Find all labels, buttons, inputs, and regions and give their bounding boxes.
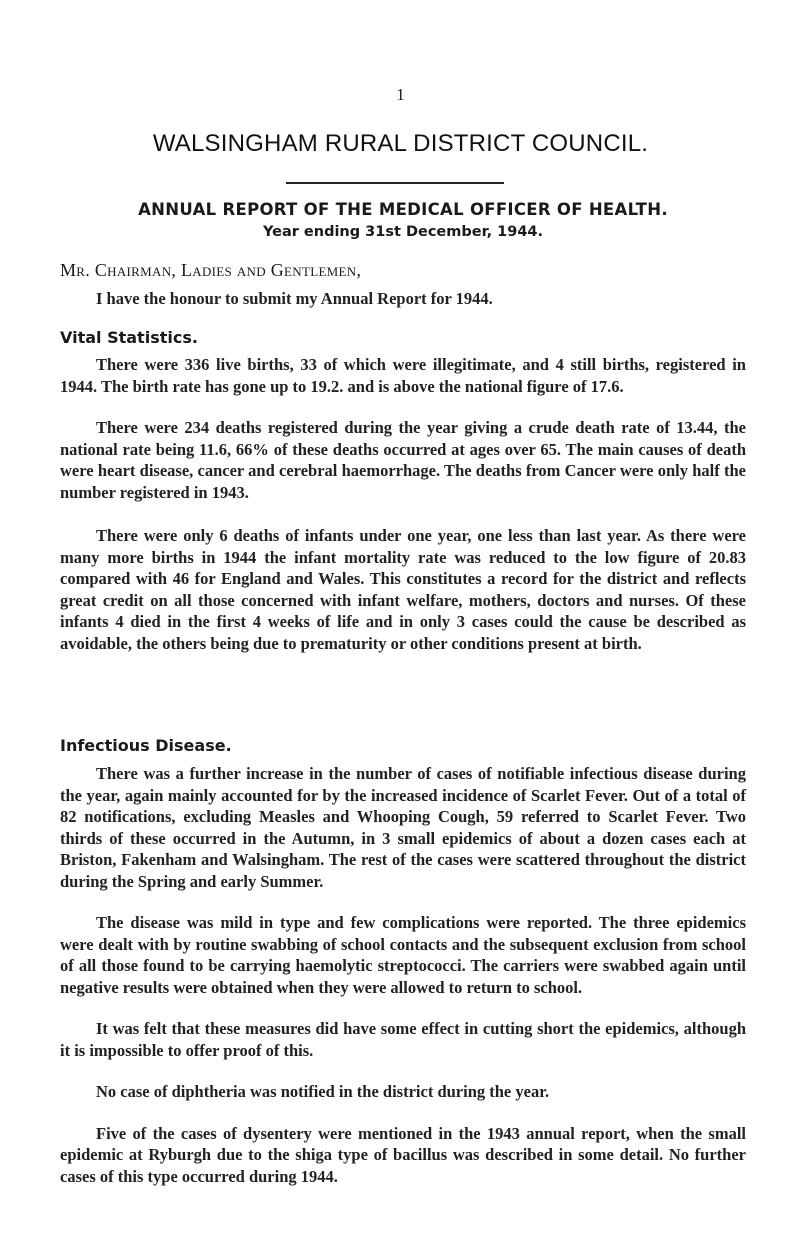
council-name: WALSINGHAM RURAL DISTRICT COUNCIL. [152,130,649,157]
report-year: Year ending 31st December, 1944. [262,224,544,240]
vital-statistics-body [60,354,746,654]
page-number: 1 [396,85,405,104]
title-rule [286,182,504,184]
salutation: Mr. Chairman, Ladies and Gentlemen, [60,260,362,280]
infectious-disease-heading: Infectious Disease. [60,736,232,755]
intro-paragraph: I have the honour to submit my Annual Report for 1944. [96,289,493,308]
infectious-paragraph-4: No case of diphtheria was notified in the district during the year. [96,1082,550,1101]
vital-paragraph-1: There were 336 live births, 33 of which were illegitimate, and 4 still births, registered in 1944. The birth rate has gone up to 19.2. and is above the national figure of 17.6. [60,355,746,396]
infectious-paragraph-3: It was felt that these measures did have some effect in cutting short the epidemics, although it is impossible to offer proof of this. [60,1019,746,1060]
infectious-paragraph-2: The disease was mild in type and few complications were reported. The three epidemics were dealt with by routine swabbing of school contacts and the subsequent exclusion from school of all those found to be carrying haemolytic streptococci. The carriers were swabbed again until negative results were obtained when they were allowed to return to school. [60,913,746,997]
vital-statistics-heading: Vital Statistics. [60,328,198,347]
infectious-paragraph-5: Five of the cases of dysentery were mentioned in the 1943 annual report, when the small epidemic at Ryburgh due to the shiga type of bacillus was described in some detail. No further cases of this type occurred during 1944. [60,1123,746,1186]
report-title: ANNUAL REPORT OF THE MEDICAL OFFICER OF HEALTH. [138,200,668,219]
vital-paragraph-3: There were only 6 deaths of infants under one year, one less than last year. As there were many more births in 1944 the infant mortality rate was reduced to the low figure of 20.83 compared with 46 for England and Wales. This constitutes a record for the district and reflects great credit on all those concerned with infant welfare, mothers, doctors and nurses. Of these infants 4 died in the first 4 weeks of life and in only 3 cases could the cause be described as avoidable, the others being due to prematurity or other conditions present at birth. [60,526,746,653]
infectious-paragraph-1: There was a further increase in the number of cases of notifiable infectious disease during the year, again mainly accounted for by the increased incidence of Scarlet Fever. Out of a total of 82 notifications, excluding Measles and Whooping Cough, 59 referred to Scarlet Fever. Two thirds of these occurred in the Autumn, in 3 small epidemics of about a dozen cases each at Briston, Fakenham and Walsingham. The rest of the cases were scattered throughout the district during the Spring and early Summer. [60,764,746,891]
infectious-disease-body [60,763,746,1187]
intro-block [60,288,746,310]
vital-paragraph-2: There were 234 deaths registered during the year giving a crude death rate of 13.44, the national rate being 11.6, 66% of these deaths occurred at ages over 65. The main causes of death were heart disease, cancer and cerebral haemorrhage. The deaths from Cancer were only half the number registered in 1943. [60,418,746,502]
